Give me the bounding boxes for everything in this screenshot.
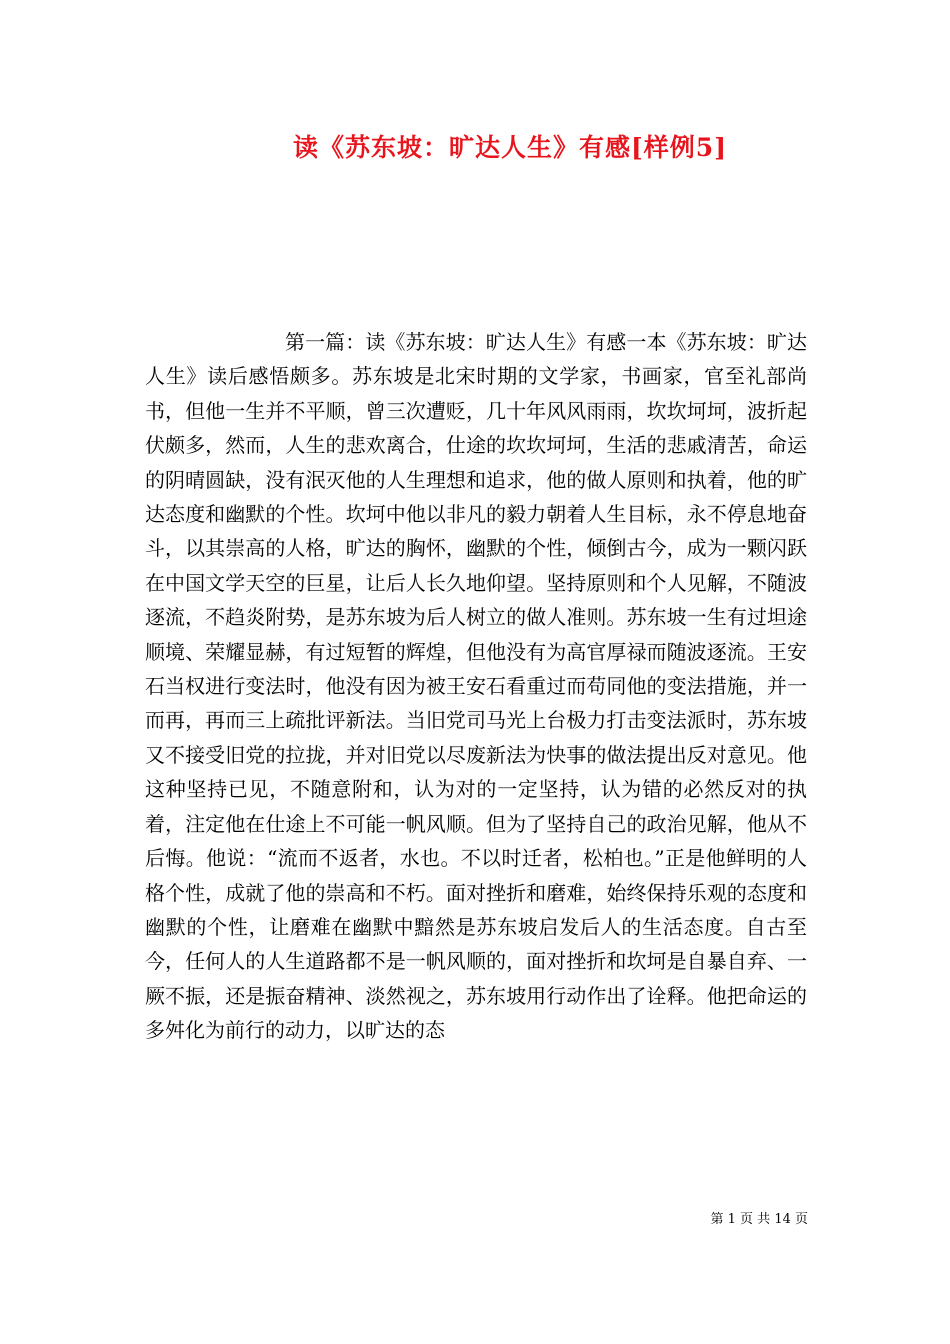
document-title: 读《苏东坡：旷达人生》有感[样例5] [292,133,728,162]
body-paragraph: 第一篇：读《苏东坡：旷达人生》有感一本《苏东坡：旷达人生》读后感悟颇多。苏东坡是北宋时期的文学家，书画家，官至礼部尚书，但他一生并不平顺，曾三次遭贬，几十年风风雨雨，坎坎坷坷，波折起伏颇多，然而，人生的悲欢离合，仕途的坎坎坷坷，生活的悲戚清苦，命运的阴晴圆缺，没有泯灭他的人生理想和追求，他的做人原则和执着，他的旷达态度和幽默的个性。坎坷中他以非凡的毅力朝着人生目标，永不停息地奋斗，以其崇高的人格，旷达的胸怀，幽默的个性，倾倒古今，成为一颗闪跃在中国文学天空的巨星，让后人长久地仰望。坚持原则和个人见解，不随波逐流，不趋炎附势，是苏东坡为后人树立的做人准则。苏东坡一生有过坦途顺境、荣耀显赫，有过短暂的辉煌，但他没有为高官厚禄而随波逐流。王安石当权进行变法时，他没有因为被王安石看重过而苟同他的变法措施，并一而再，再而三上疏批评新法。当旧党司马光上台极力打击变法派时，苏东坡又不接受旧党的拉拢，并对旧党以尽废新法为快事的做法提出反对意见。他这种坚持已见，不随意附和，认为对的一定坚持，认为错的必然反对的执着，注定他在仕途上不可能一帆风顺。但为了坚持自己的政治见解，他从不后悔。他说：“流而不返者，水也。不以时迁者，松柏也。”正是他鲜明的人格个性，成就了他的崇高和不朽。面对挫折和磨难，始终保持乐观的态度和幽默的个性，让磨难在幽默中黯然是苏东坡启发后人的生活态度。自古至今，任何人的人生道路都不是一帆风顺的，面对挫折和坎坷是自暴自弃、一厥不振，还是振奋精神、淡然视之，苏东坡用行动作出了诠释。他把命运的多舛化为前行的动力，以旷达的态 [145,330,807,1043]
page-number: 第 1 页 共 14 页 [710,1212,808,1227]
